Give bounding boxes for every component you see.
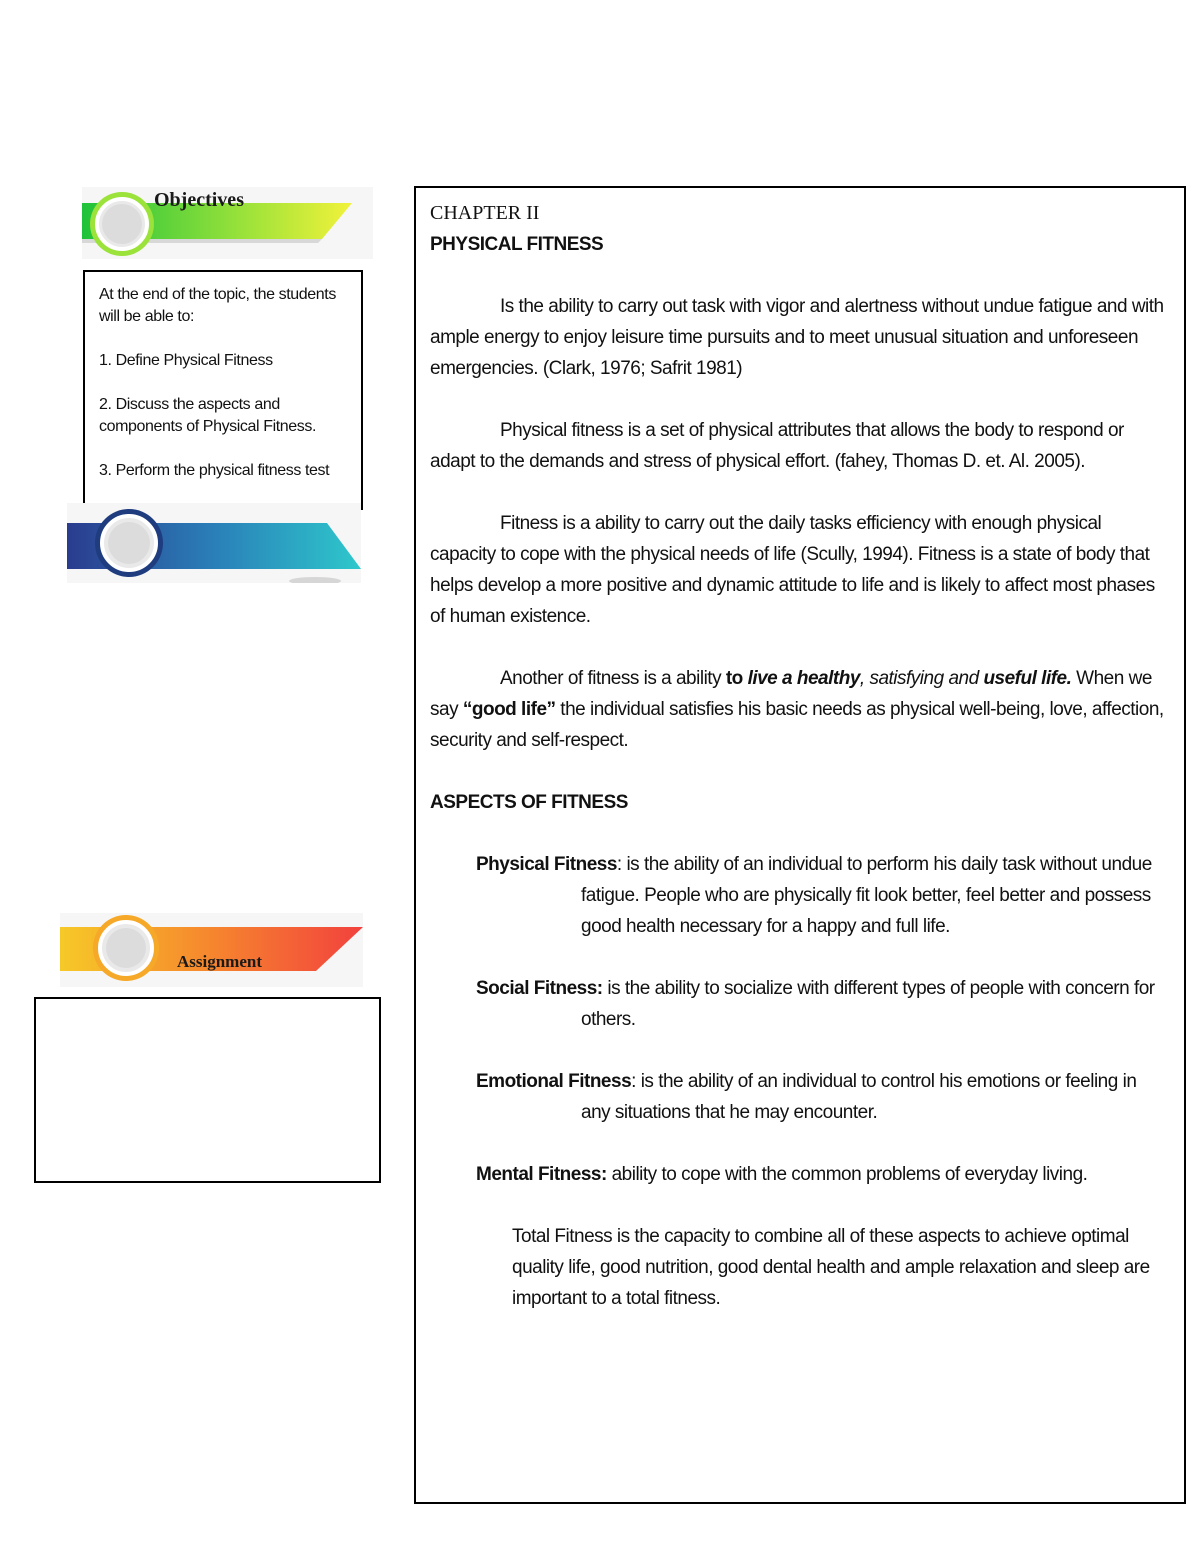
p4-emphasis: to [725, 668, 748, 689]
p4-emphasis: live a healthy [747, 668, 860, 689]
blue-banner-graphic [67, 503, 361, 583]
objectives-banner-title: Objectives [154, 189, 244, 211]
aspects-heading: ASPECTS OF FITNESS [430, 792, 628, 813]
aspect-definition: ability to cope with the common problems of everyday living. [606, 1164, 1088, 1185]
aspect-definition: : is the ability of an individual to control his emotions or feeling in any situations that he may encounter. [581, 1071, 1137, 1123]
main-content [414, 186, 1186, 1504]
aspect-definition: : is the ability of an individual to perform his daily task without undue fatigue. People who are physically fit look better, feel better and possess good health necessary for a happy and full life. [581, 854, 1152, 937]
p4-italic: , satisfying and [859, 668, 984, 689]
objective-item: 3. Perform the physical fitness test [99, 462, 330, 479]
p4-text: When we say [430, 668, 1152, 720]
assignment-banner-graphic [60, 913, 363, 987]
aspect-item [476, 849, 1170, 942]
objectives-box [83, 270, 363, 510]
assignment-box [34, 997, 381, 1183]
paragraph-3: Fitness is a ability to carry out the daily tasks efficiency with enough physical capacity to cope with the physical needs of life (Scully, 1994). Fitness is a state of body that helps develop a more positive and dynamic attitude to life and is likely to affect most phases of human existence. [430, 513, 1155, 627]
p4-text: Another of fitness is a ability [500, 668, 726, 689]
aspect-definition: is the ability to socialize with different types of people with concern for others. [581, 978, 1155, 1030]
aspect-item [476, 973, 1170, 1035]
paragraph-1: Is the ability to carry out task with vigor and alertness without undue fatigue and with ample energy to enjoy leisure time pursuits and to meet unusual situation and unforeseen emergencies. (Clark, 1976; Safrit 1981) [430, 296, 1164, 379]
objectives-banner [82, 187, 373, 259]
assignment-banner-title: Assignment [177, 952, 263, 971]
total-fitness-paragraph: Total Fitness is the capacity to combine all of these aspects to achieve optimal quality life, good nutrition, good dental health and ample relaxation and sleep are important to a total fitness. [512, 1226, 1150, 1309]
objective-item: 2. Discuss the aspects and components of Physical Fitness. [99, 396, 317, 435]
aspect-item [476, 1066, 1170, 1128]
blue-banner [67, 503, 361, 583]
assignment-banner [60, 913, 363, 987]
objectives-intro: At the end of the topic, the students will be able to: [99, 286, 336, 325]
p4-emphasis: useful life. [983, 668, 1072, 689]
paragraph-2: Physical fitness is a set of physical attributes that allows the body to respond or adapt to the demands and stress of physical effort. (fahey, Thomas D. et. Al. 2005). [430, 420, 1124, 472]
aspect-term: Physical Fitness [476, 854, 617, 875]
page-title: PHYSICAL FITNESS [430, 234, 604, 255]
p4-emphasis: “good life” [462, 699, 556, 720]
paragraph-4 [430, 663, 1170, 756]
aspect-term: Emotional Fitness [476, 1071, 632, 1092]
aspect-term: Social Fitness: [476, 978, 603, 999]
aspect-item [476, 1159, 1170, 1190]
objective-item: 1. Define Physical Fitness [99, 352, 273, 369]
p4-text: the individual satisfies his basic needs as physical well-being, love, affection, security and self-respect. [430, 699, 1164, 751]
chapter-label: CHAPTER II [430, 202, 540, 224]
aspect-term: Mental Fitness: [476, 1164, 607, 1185]
